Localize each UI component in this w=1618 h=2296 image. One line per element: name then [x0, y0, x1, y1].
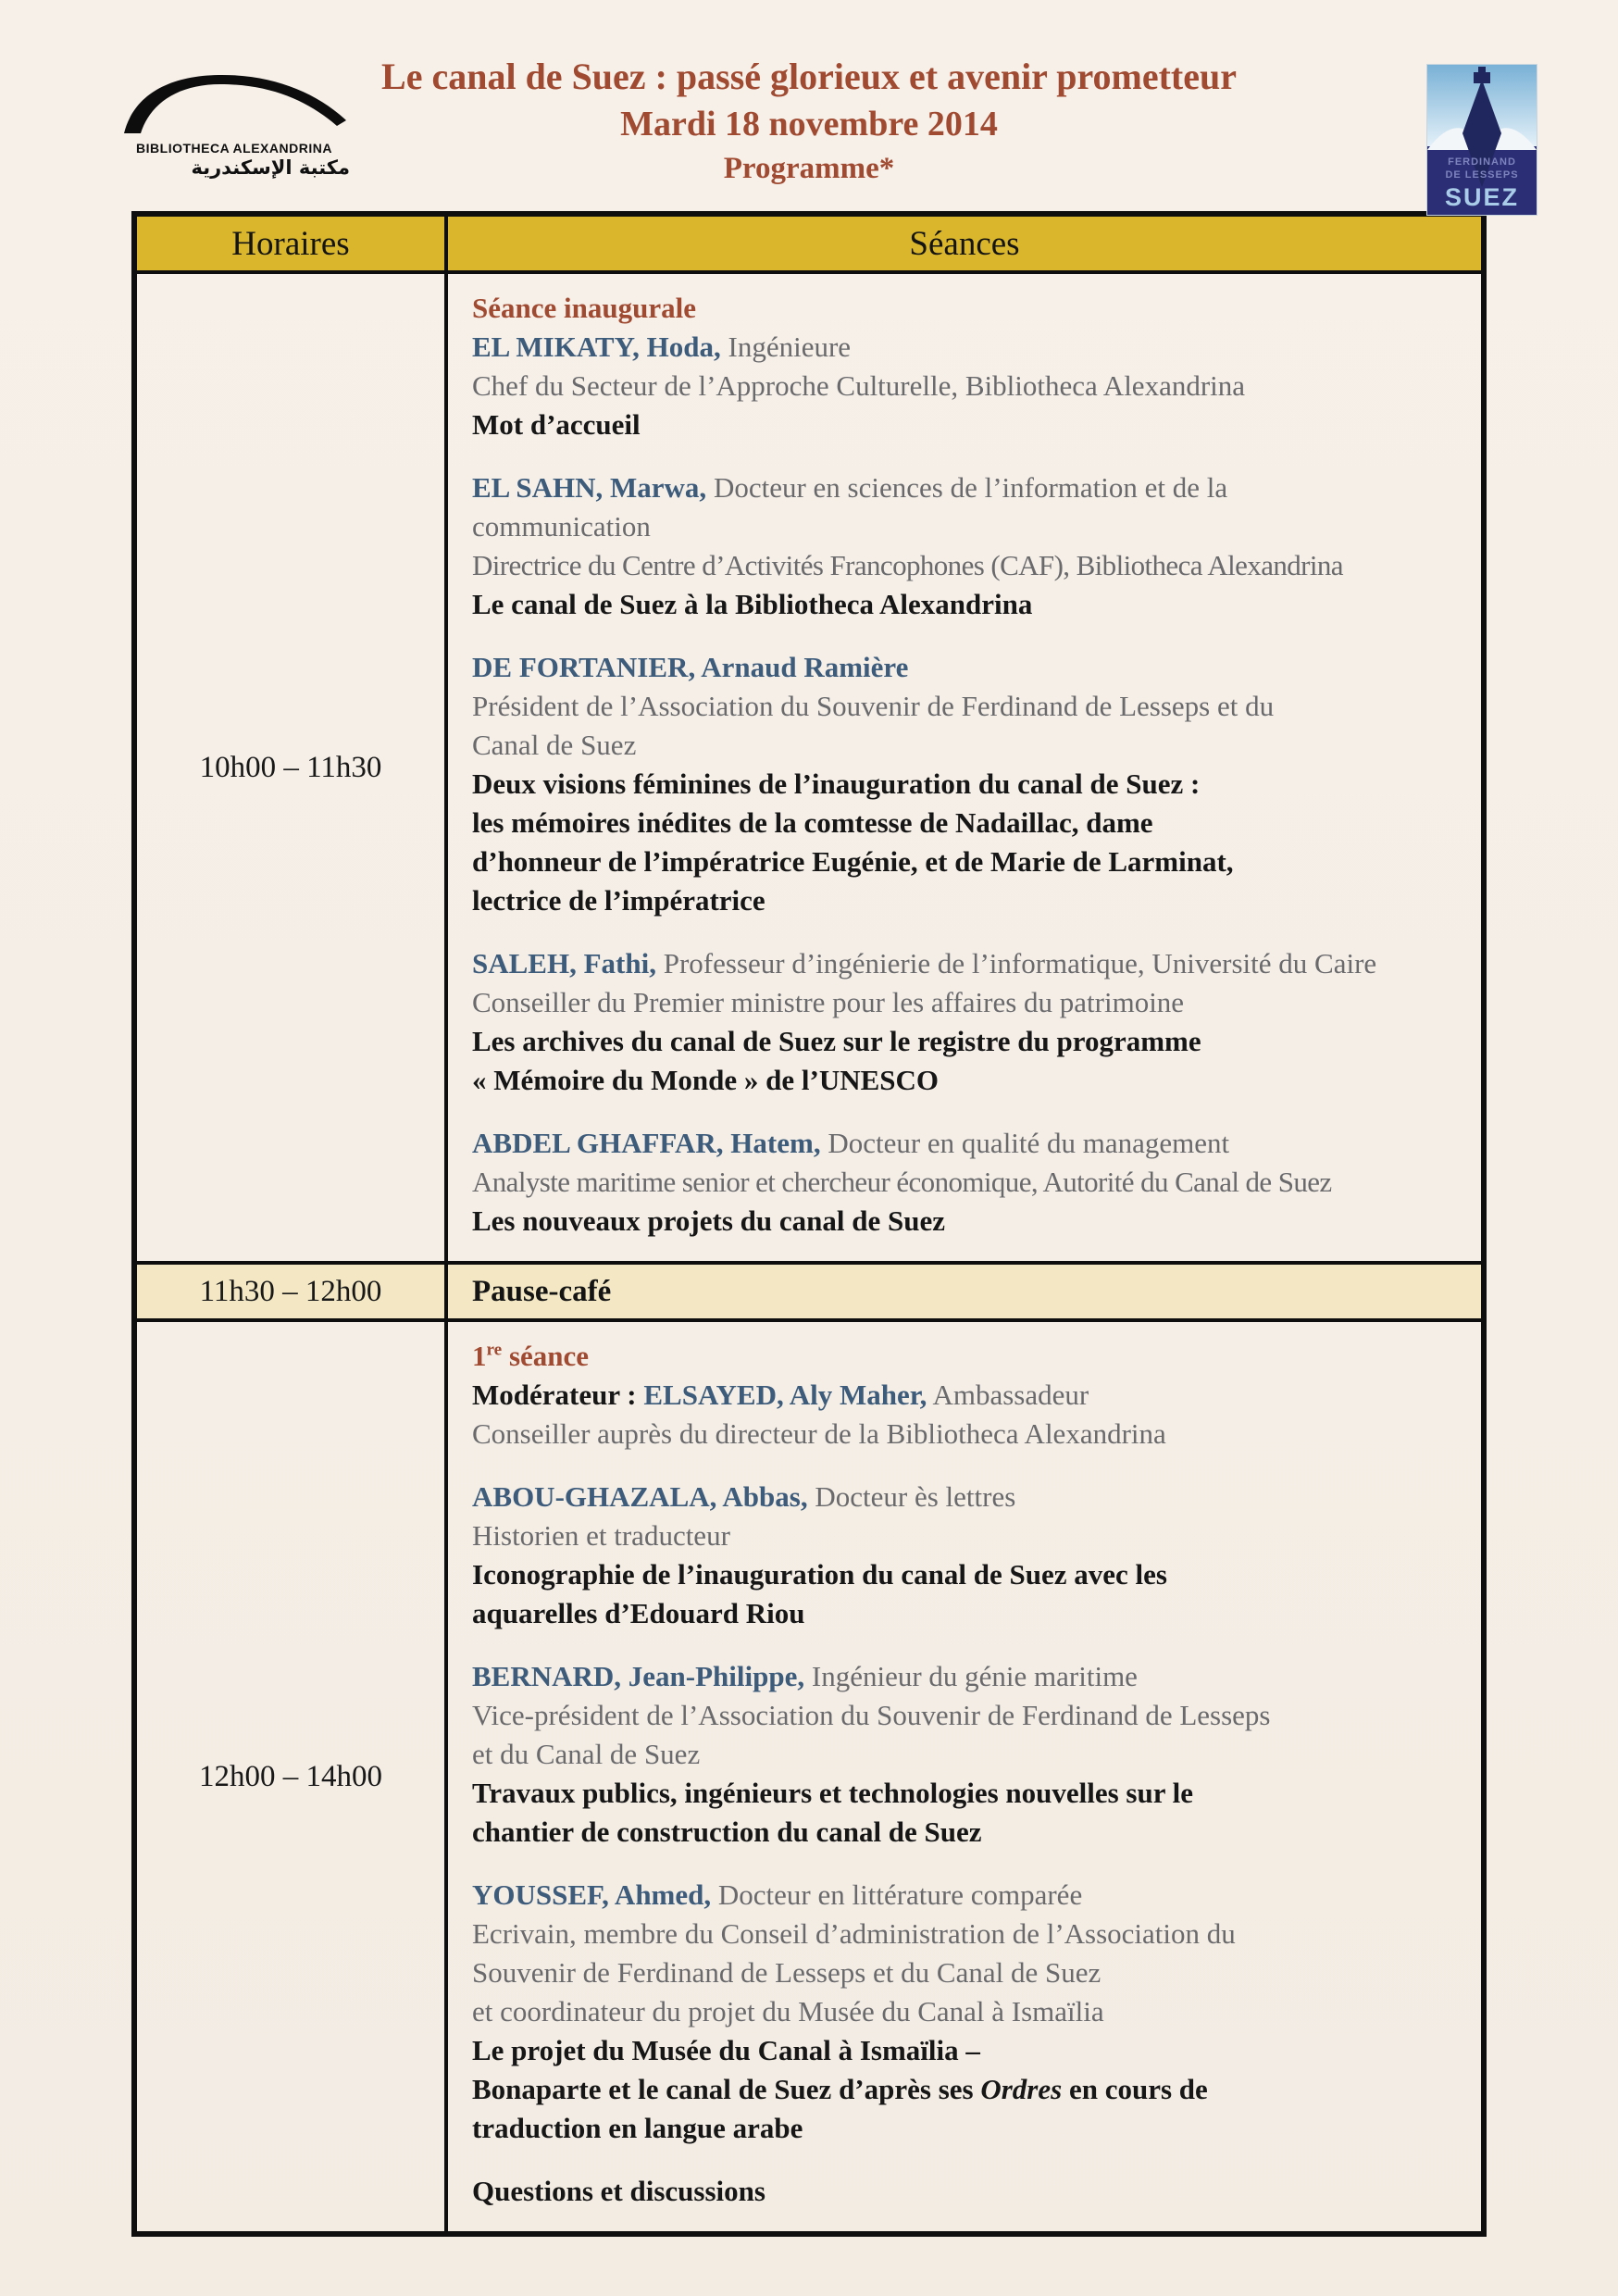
programme-table	[131, 211, 1487, 2237]
talk-bernard	[472, 1657, 1457, 1852]
moderator-block	[472, 1376, 1457, 1454]
speaker-name: YOUSSEF, Ahmed,	[472, 1878, 712, 1911]
table-row-pause-cafe	[137, 1261, 1481, 1318]
talk-title: Les nouveaux projets du canal de Suez	[472, 1204, 945, 1237]
speaker-line	[472, 1876, 1457, 1915]
speaker-role: Docteur en sciences de l’information et de la	[706, 471, 1228, 504]
suez-logo-small-text-2: DE LESSEPS	[1445, 169, 1519, 181]
talk-title: « Mémoire du Monde » de l’UNESCO	[472, 1064, 940, 1096]
table-row-premiere-seance	[137, 1318, 1481, 2231]
speaker-affiliation: et coordinateur du projet du Musée du Canal à Ismaïlia	[472, 1995, 1104, 2028]
speaker-line	[472, 328, 1457, 367]
speaker-name: SALEH, Fathi,	[472, 947, 656, 980]
bibliotheca-arabic-name: مكتبة الإسكندرية	[191, 156, 350, 179]
speaker-affiliation: Vice-président de l’Association du Souvenir de Ferdinand de Lesseps	[472, 1699, 1271, 1731]
suez-ship-icon	[1427, 65, 1537, 215]
speaker-line	[472, 1657, 1457, 1696]
speaker-role: Ingénieure	[720, 331, 852, 363]
talk-title-part: Bonaparte et le canal de Suez d’après ses	[472, 2073, 981, 2105]
column-header-horaires: Horaires	[137, 217, 448, 270]
moderator-prefix: Modérateur :	[472, 1379, 644, 1411]
talk-youssef	[472, 1876, 1457, 2148]
talk-title-italic-part: Ordres	[980, 2073, 1063, 2105]
talk-title: d’honneur de l’impératrice Eugénie, et de Marie de Larminat,	[472, 845, 1234, 878]
time-slot: 11h30 – 12h00	[137, 1265, 448, 1318]
moderator-role: Ambassadeur	[927, 1379, 1089, 1411]
speaker-line	[472, 1478, 1457, 1516]
speaker-role: Docteur en qualité du management	[820, 1127, 1230, 1159]
talk-el-sahn	[472, 468, 1457, 624]
lesseps-suez-logo	[1427, 65, 1537, 215]
speaker-line	[472, 648, 1457, 687]
session-heading: Séance inaugurale	[472, 292, 696, 324]
talk-abdel-ghaffar	[472, 1124, 1457, 1241]
speaker-affiliation: Conseiller du Premier ministre pour les affaires du patrimoine	[472, 986, 1185, 1018]
time-slot: 12h00 – 14h00	[137, 1322, 448, 2231]
talk-title: Les archives du canal de Suez sur le registre du programme	[472, 1025, 1201, 1057]
pause-label: Pause-café	[472, 1274, 612, 1308]
moderator-affiliation: Conseiller auprès du directeur de la Bibliotheca Alexandrina	[472, 1417, 1166, 1450]
bibliotheca-latin-name: BIBLIOTHECA ALEXANDRINA	[136, 141, 332, 156]
column-header-seances: Séances	[448, 217, 1481, 270]
speaker-affiliation: Ecrivain, membre du Conseil d’administration de l’Association du	[472, 1917, 1236, 1950]
talk-title: chantier de construction du canal de Suez	[472, 1816, 982, 1848]
session-heading	[472, 1337, 1457, 1376]
moderator-name: ELSAYED, Aly Maher,	[643, 1379, 927, 1411]
event-title: Le canal de Suez : passé glorieux et avenir prometteur	[381, 56, 1237, 97]
talk-el-mikaty	[472, 328, 1457, 444]
talk-title: les mémoires inédites de la comtesse de Nadaillac, dame	[472, 806, 1153, 839]
talk-title: Deux visions féminines de l’inauguration du canal de Suez :	[472, 767, 1201, 800]
speaker-role: Docteur en littérature comparée	[711, 1878, 1083, 1911]
questions-discussions-label: Questions et discussions	[472, 2175, 765, 2207]
talk-title: lectrice de l’impératrice	[472, 884, 765, 917]
speaker-affiliation: Chef du Secteur de l’Approche Culturelle, Bibliotheca Alexandrina	[472, 369, 1246, 402]
speaker-line	[472, 944, 1457, 983]
event-date: Mardi 18 novembre 2014	[620, 105, 998, 144]
speaker-role: Ingénieur du génie maritime	[804, 1660, 1138, 1692]
speaker-affiliation: Canal de Suez	[472, 729, 637, 761]
talk-saleh	[472, 944, 1457, 1100]
speaker-name: EL MIKATY, Hoda,	[472, 331, 721, 363]
speaker-role-continued: communication	[472, 510, 651, 543]
talk-abou-ghazala	[472, 1478, 1457, 1633]
session-ordinal-suffix: re	[486, 1340, 503, 1360]
speaker-name: ABDEL GHAFFAR, Hatem,	[472, 1127, 821, 1159]
programme-label: Programme*	[723, 152, 895, 185]
speaker-name: BERNARD, Jean-Philippe,	[472, 1660, 805, 1692]
talk-title: Mot d’accueil	[472, 408, 641, 441]
masthead	[0, 0, 1618, 211]
talk-title: traduction en langue arabe	[472, 2112, 803, 2144]
speaker-role: Docteur ès lettres	[807, 1480, 1016, 1513]
speaker-affiliation: Analyste maritime senior et chercheur économique, Autorité du Canal de Suez	[472, 1166, 1332, 1198]
talk-title: aquarelles d’Edouard Riou	[472, 1597, 805, 1629]
session-word: séance	[502, 1340, 590, 1372]
speaker-name: EL SAHN, Marwa,	[472, 471, 707, 504]
table-row-seance-inaugurale	[137, 270, 1481, 1261]
talk-title: Le canal de Suez à la Bibliotheca Alexandrina	[472, 588, 1033, 620]
talk-title: Travaux publics, ingénieurs et technologies nouvelles sur le	[472, 1777, 1194, 1809]
talk-title-part: en cours de	[1062, 2073, 1208, 2105]
speaker-affiliation: Président de l’Association du Souvenir de Ferdinand de Lesseps et du	[472, 690, 1275, 722]
speaker-name: DE FORTANIER, Arnaud Ramière	[472, 651, 909, 683]
time-slot: 10h00 – 11h30	[137, 274, 448, 1261]
talk-title: Iconographie de l’inauguration du canal de Suez avec les	[472, 1558, 1167, 1591]
talk-title	[472, 2070, 1457, 2109]
talk-de-fortanier	[472, 648, 1457, 920]
speaker-affiliation: et du Canal de Suez	[472, 1738, 701, 1770]
speaker-line	[472, 468, 1457, 507]
speaker-affiliation: Historien et traducteur	[472, 1519, 730, 1552]
session-content	[448, 274, 1481, 1261]
suez-logo-small-text-1: FERDINAND	[1448, 156, 1516, 168]
table-header-row	[137, 217, 1481, 270]
speaker-name: ABOU-GHAZALA, Abbas,	[472, 1480, 808, 1513]
moderator-line	[472, 1376, 1457, 1415]
event-titles	[0, 54, 1618, 189]
speaker-affiliation: Directrice du Centre d’Activités Francophones (CAF), Bibliotheca Alexandrina	[472, 549, 1343, 581]
session-content	[448, 1322, 1481, 2231]
speaker-affiliation: Souvenir de Ferdinand de Lesseps et du Canal de Suez	[472, 1956, 1101, 1989]
speaker-line	[472, 1124, 1457, 1163]
session-number: 1	[472, 1340, 487, 1372]
speaker-role: Professeur d’ingénierie de l’informatique, Université du Caire	[655, 947, 1377, 980]
talk-title: Le projet du Musée du Canal à Ismaïlia –	[472, 2034, 980, 2066]
suez-logo-caption: SUEZ	[1444, 183, 1520, 211]
